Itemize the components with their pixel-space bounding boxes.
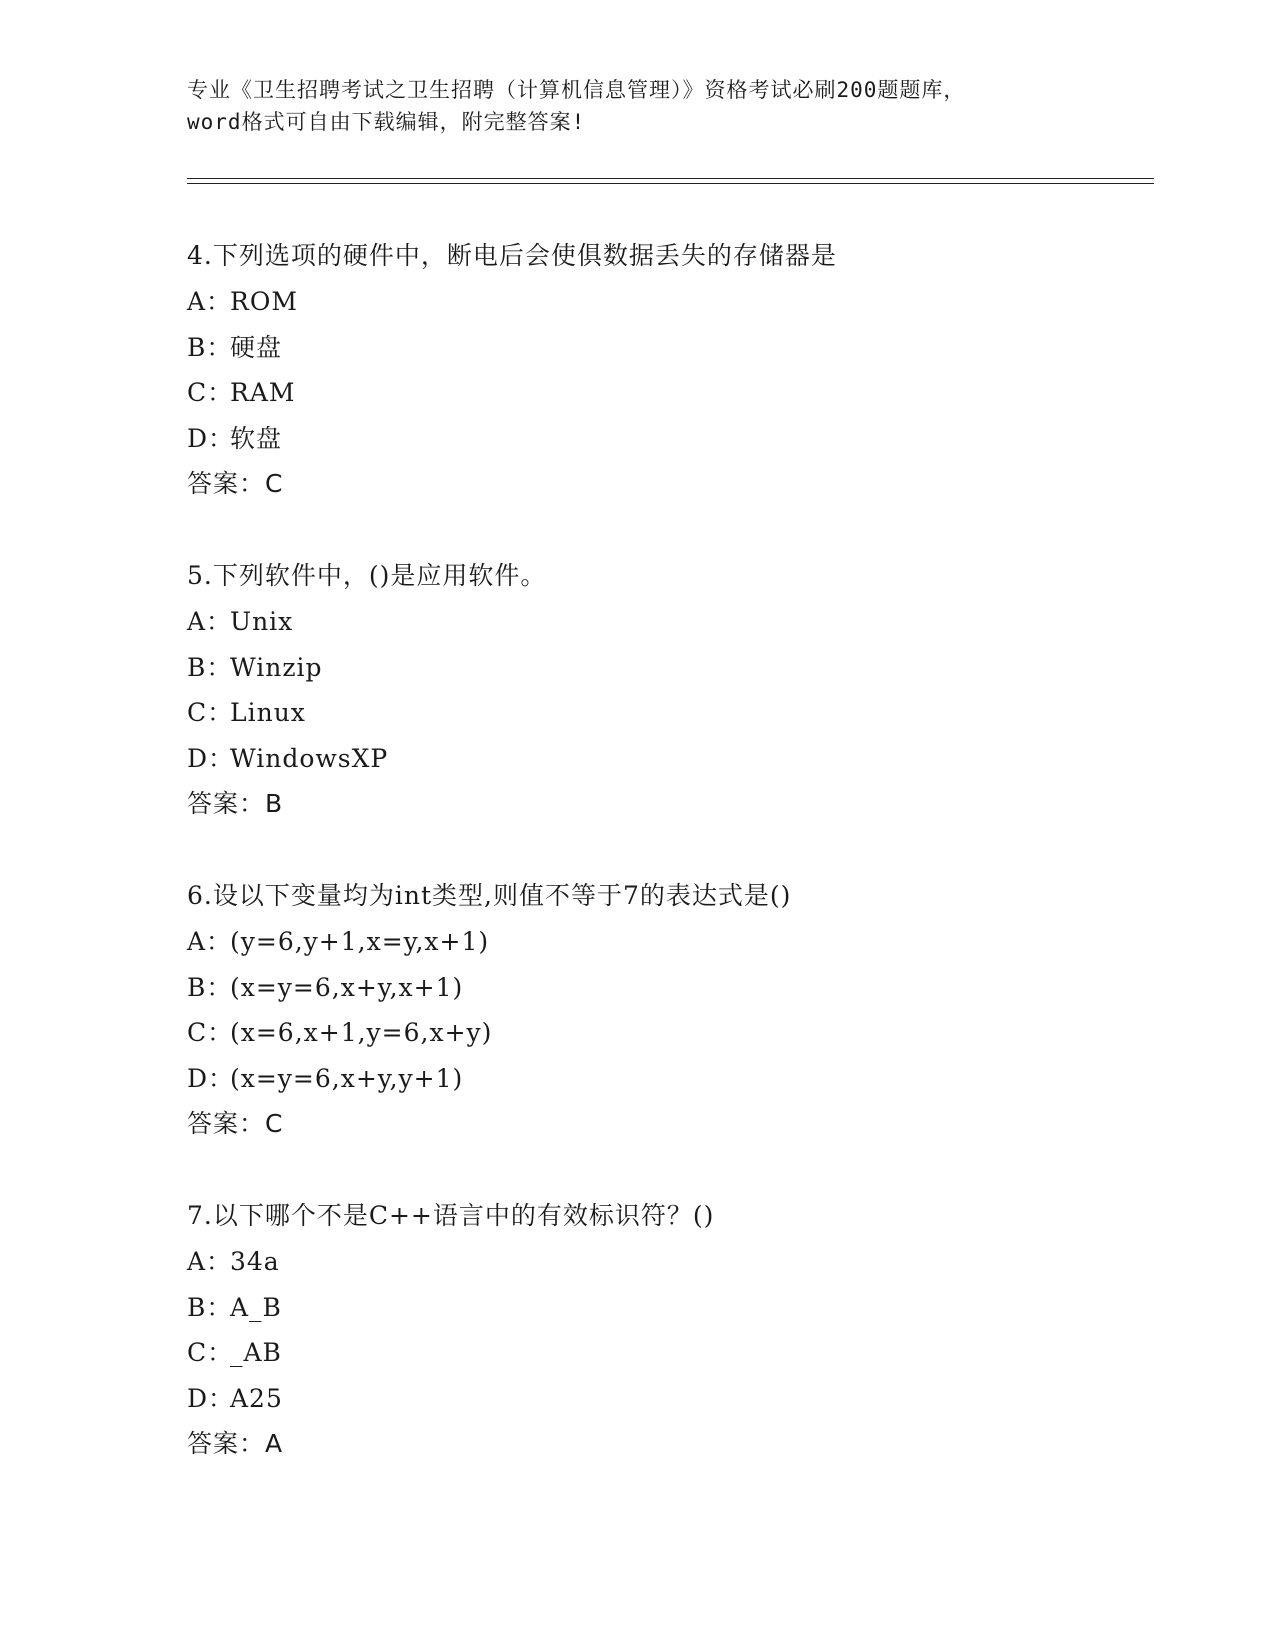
question-4 xyxy=(187,233,1147,507)
option-text: ROM xyxy=(230,287,298,316)
option-c xyxy=(187,370,1147,416)
option-text: Winzip xyxy=(230,652,323,682)
header-divider-top xyxy=(187,178,1154,179)
option-text: _AB xyxy=(230,1338,282,1367)
option-text: 软盘 xyxy=(230,423,283,453)
answer-line: 答案：B xyxy=(187,789,284,818)
option-b xyxy=(187,645,1147,691)
option-b xyxy=(187,325,1147,371)
option-text: RAM xyxy=(230,378,296,407)
option-text: (y=6,y+1,x=y,x+1) xyxy=(230,927,490,956)
option-text: 硬盘 xyxy=(230,332,283,362)
option-c xyxy=(187,1330,1147,1376)
question-6 xyxy=(187,873,1147,1147)
answer-line: 答案：C xyxy=(187,1109,284,1138)
option-c xyxy=(187,1010,1147,1056)
option-letter: B： xyxy=(187,972,233,1002)
option-letter: D： xyxy=(187,1383,235,1413)
option-letter: C： xyxy=(187,1018,234,1047)
option-a xyxy=(187,279,1147,325)
answer-line: 答案：A xyxy=(187,1429,284,1458)
option-letter: A： xyxy=(187,1247,233,1276)
option-text: 34a xyxy=(230,1247,280,1276)
question-stem: 7.以下哪个不是C++语言中的有效标识符？() xyxy=(187,1201,715,1230)
option-letter: C： xyxy=(187,378,234,407)
option-text: (x=y=6,x+y,x+1) xyxy=(230,972,464,1002)
option-letter: D： xyxy=(187,743,235,773)
option-b xyxy=(187,1285,1147,1331)
option-b xyxy=(187,965,1147,1011)
document-header xyxy=(187,74,1087,138)
option-letter: A： xyxy=(187,607,233,636)
option-d xyxy=(187,736,1147,782)
option-d xyxy=(187,416,1147,462)
option-letter: B： xyxy=(187,652,233,682)
option-letter: D： xyxy=(187,1063,235,1093)
option-letter: B： xyxy=(187,1292,233,1322)
option-text: Linux xyxy=(230,698,306,727)
header-divider-bottom xyxy=(187,183,1154,184)
option-letter: C： xyxy=(187,1338,234,1367)
question-stem: 5.下列软件中，()是应用软件。 xyxy=(187,561,547,590)
option-letter: A： xyxy=(187,927,233,956)
question-stem: 4.下列选项的硬件中，断电后会使俱数据丢失的存储器是 xyxy=(187,241,837,270)
option-text: WindowsXP xyxy=(230,743,389,773)
option-a xyxy=(187,1239,1147,1285)
option-letter: B： xyxy=(187,332,233,362)
option-a xyxy=(187,599,1147,645)
header-line-1: 专业《卫生招聘考试之卫生招聘（计算机信息管理）》资格考试必刷200题题库， xyxy=(187,78,966,102)
header-line-2: word格式可自由下载编辑，附完整答案! xyxy=(187,110,586,134)
question-7 xyxy=(187,1193,1147,1467)
option-d xyxy=(187,1376,1147,1422)
option-letter: D： xyxy=(187,423,235,453)
option-text: Unix xyxy=(230,607,294,636)
option-letter: A： xyxy=(187,287,233,316)
option-text: A_B xyxy=(230,1292,282,1322)
option-text: (x=y=6,x+y,y+1) xyxy=(230,1063,464,1093)
option-text: (x=6,x+1,y=6,x+y) xyxy=(230,1018,493,1047)
question-stem: 6.设以下变量均为int类型,则值不等于7的表达式是() xyxy=(187,881,792,910)
option-c xyxy=(187,690,1147,736)
answer-line: 答案：C xyxy=(187,469,284,498)
question-5 xyxy=(187,553,1147,827)
option-text: A25 xyxy=(230,1383,283,1413)
option-a xyxy=(187,919,1147,965)
option-d xyxy=(187,1056,1147,1102)
option-letter: C： xyxy=(187,698,234,727)
